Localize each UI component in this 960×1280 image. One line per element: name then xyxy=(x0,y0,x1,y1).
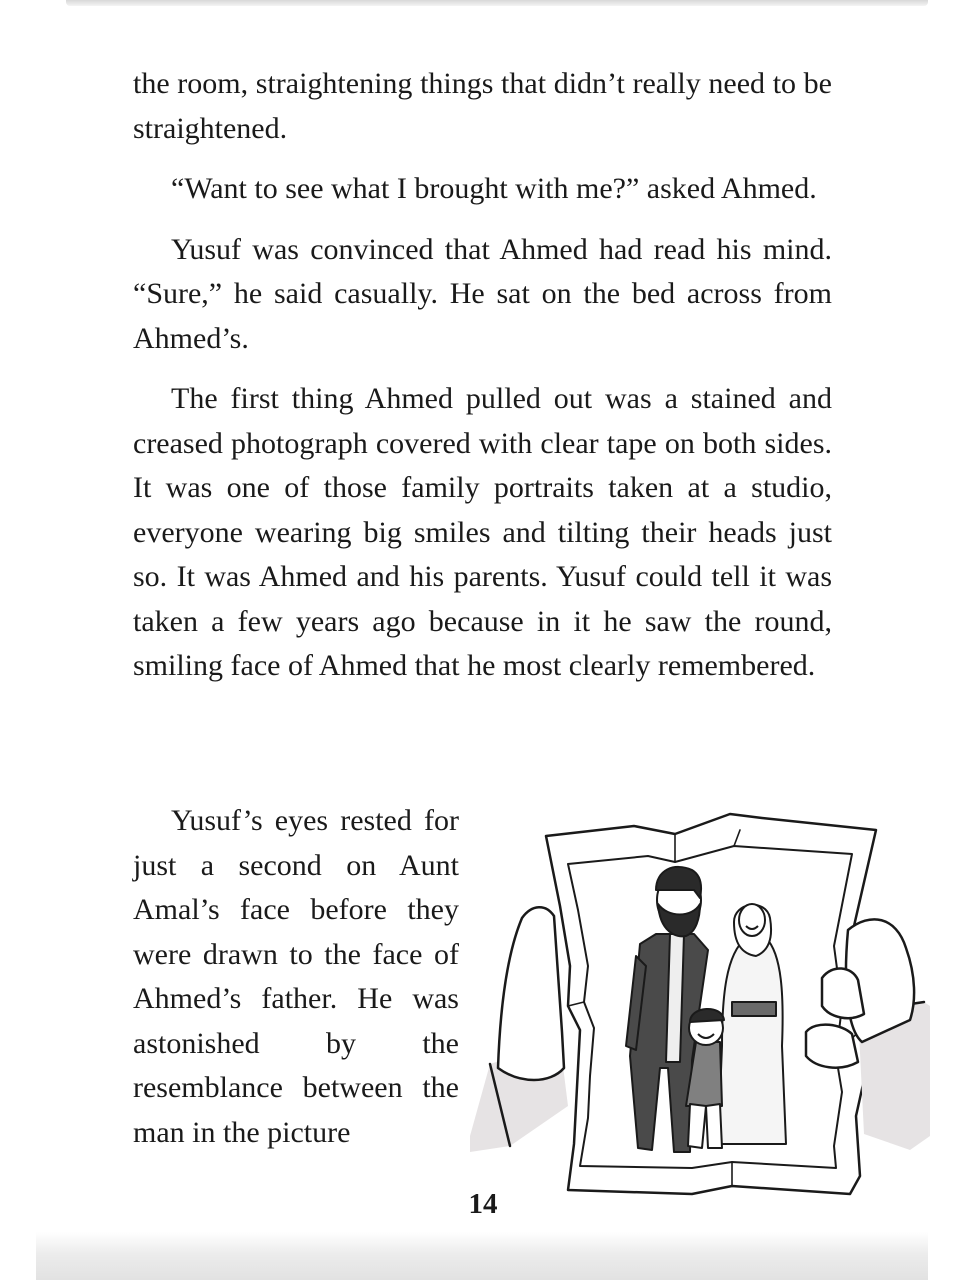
paragraph-4: The first thing Ahmed pulled out was a stained and creased photograph covered with clear tape on both sides. It was one of those family portraits taken at a studio, everyone wearing big smiles and tilting their heads just so. It was Ahmed and his parents. Yusuf could tell it was taken a few years ago because in it he saw the round, smiling face of Ahmed that he most clearly remembered. xyxy=(133,382,832,682)
paragraph-1: the room, straightening things that didn’t really need to be straightened. xyxy=(133,67,832,145)
page-number: 14 xyxy=(468,1188,498,1220)
body-text xyxy=(133,62,832,705)
page-bottom-edge xyxy=(36,1232,928,1280)
paragraph-2: “Want to see what I brought with me?” asked Ahmed. xyxy=(171,172,817,205)
paragraph-5: Yusuf’s eyes rested for just a second on Aunt Amal’s face before they were drawn to the face of Ahmed’s father. He was astonished by the resemblance between the man in the picture xyxy=(133,804,459,1149)
family-photo-illustration xyxy=(470,806,930,1200)
page-top-edge xyxy=(66,0,928,6)
left-hand xyxy=(498,907,564,1080)
paragraph-3: Yusuf was convinced that Ahmed had read his mind. “Sure,” he said casually. He sat on the bed across from Ahmed’s. xyxy=(133,232,832,355)
